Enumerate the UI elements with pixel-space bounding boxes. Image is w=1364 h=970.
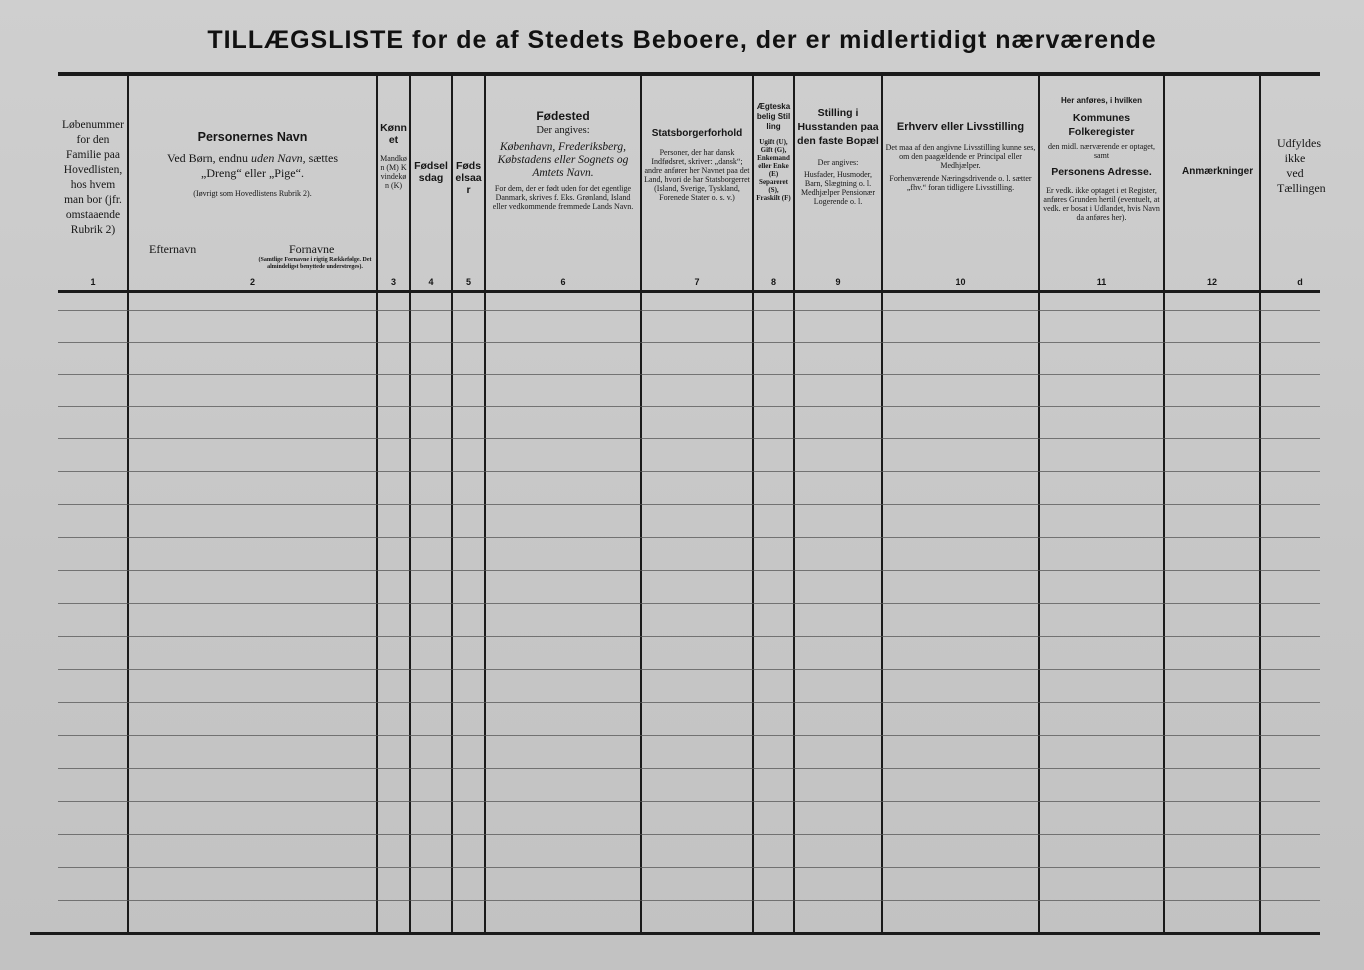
column-12-title: Anmærkninger [1182, 166, 1254, 177]
row-line [58, 867, 1320, 868]
column-d-header [1275, 82, 1326, 276]
column-number: 7 [694, 277, 700, 287]
column-9-body: Husfader, Husmoder, Barn, Slægtning o. l. Medhjælper Pensionær Logerende o. l. [801, 170, 875, 206]
row-line [58, 310, 1320, 311]
column-d-text: Udfyldes ikke ved Tællingen [1277, 136, 1326, 195]
row-line [58, 735, 1320, 736]
row-line [58, 801, 1320, 802]
column-8-header [754, 82, 793, 276]
column-number: 9 [835, 277, 841, 287]
column-6-body: For dem, der er født uden for det egentlige Danmark, skrives f. Eks. Grønland, Island eller vedkommende fremmede Lands Navn. [492, 184, 634, 211]
bottom-rule [30, 932, 1320, 935]
row-line [58, 900, 1320, 901]
column-10-body: Det maa af den angivne Livsstilling kunne ses, om den paagældende er Principal eller Medhjælper. [885, 143, 1036, 170]
row-line [58, 702, 1320, 703]
column-number: 12 [1206, 277, 1217, 287]
column-number: 11 [1096, 277, 1107, 287]
column-11-title: Kommunes Folkeregister [1068, 112, 1135, 138]
row-line [58, 504, 1320, 505]
column-2-line1-italic: uden Navn, [251, 151, 306, 165]
column-2-fornavne-note: (Samtlige Fornavne i rigtig Rækkefølge. Det almindeligst benyttede understreges). [258, 257, 372, 270]
column-number: 1 [90, 277, 96, 287]
column-6-italic: København, Frederiksberg, Købstadens eller Sognets og Amtets Navn. [497, 141, 629, 179]
column-2-note: (Iøvrigt som Hovedlistens Rubrik 2). [193, 189, 312, 198]
column-9-sub: Der angives: [817, 158, 859, 167]
column-1-header [59, 82, 127, 276]
column-9-title: Stilling i Husstanden paa den faste Bopæl [797, 107, 879, 147]
column-10-title: Erhverv eller Livsstilling [896, 121, 1025, 133]
column-2-line2: „Dreng“ eller „Pige“. [201, 166, 304, 180]
column-5-header [453, 82, 484, 276]
column-2-line1-end: sættes [308, 151, 338, 165]
column-11-mid: den midl. nærværende er optaget, samt [1047, 142, 1156, 160]
row-line [58, 570, 1320, 571]
top-rule [58, 72, 1320, 76]
column-7-title: Statsborgerforhold [651, 128, 743, 139]
column-1-text: Løbenummer for den Familie paa Hovedlisten, hos hvem man bor (jfr. omstaaende Rubrik 2) [62, 119, 124, 236]
column-3-header [378, 82, 409, 276]
row-line [58, 438, 1320, 439]
column-5-title: Fødselsaar [455, 160, 482, 196]
column-2-title: Personernes Navn [197, 130, 308, 144]
column-number: 3 [390, 277, 396, 287]
form-title: TILLÆGSLISTE for de af Stedets Beboere, der er midlertidigt nærværende [207, 26, 1157, 54]
row-line [58, 374, 1320, 375]
column-number: 8 [770, 277, 776, 287]
column-4-title: Fødselsdag [414, 160, 448, 184]
column-3-title: Kønnet [380, 122, 407, 146]
column-8-title: Ægteskabelig Stilling [756, 102, 791, 131]
column-7-body: Personer, der har dansk Indfødsret, skriver: „dansk“; andre anfører her Navnet paa det Land, hvori de har Statsborgerret (Island, Sverige, Tyskland, Forenede Stater o. s. v.) [644, 148, 750, 202]
column-12-header [1165, 82, 1259, 276]
column-11-body: Er vedk. ikke optaget i et Register, anføres Grunden hertil (eventuelt, at vedk. er bosat i Udlandet, hvis Navn da anføres her). [1043, 186, 1160, 222]
column-number: d [1297, 277, 1303, 287]
row-line [58, 406, 1320, 407]
row-line [58, 603, 1320, 604]
column-11-header [1040, 82, 1163, 276]
column-8-body: Ugift (U), Gift (G), Enkemand eller Enke (E) Separeret (S), Fraskilt (F) [756, 138, 791, 202]
column-2-header [129, 82, 376, 276]
row-line [58, 636, 1320, 637]
column-11-title2: Personens Adresse. [1051, 166, 1152, 178]
column-number: 10 [955, 277, 966, 287]
column-7-header [642, 82, 752, 276]
row-line [58, 834, 1320, 835]
column-2-line1: Ved Børn, endnu [167, 151, 248, 165]
row-line [58, 669, 1320, 670]
row-line [58, 537, 1320, 538]
column-6-sub: Der angives: [536, 125, 590, 136]
column-6-header [486, 82, 640, 276]
column-2-efternavn: Efternavn [149, 242, 197, 256]
column-number: 6 [560, 277, 566, 287]
column-number: 5 [465, 277, 471, 287]
column-number: 2 [249, 277, 255, 287]
column-3-body: Mandkøn (M) Kvindekøn (K) [380, 154, 407, 190]
column-2-fornavne: Fornavne [289, 242, 335, 256]
row-line [58, 768, 1320, 769]
column-4-header [411, 82, 451, 276]
row-line [58, 342, 1320, 343]
row-line [58, 471, 1320, 472]
column-10-header [883, 82, 1038, 276]
column-6-title: Fødested [536, 109, 590, 123]
column-number: 4 [428, 277, 434, 287]
column-10-body2: Forhenværende Næringsdrivende o. l. sætter „fhv.“ foran tidligere Livsstilling. [889, 174, 1032, 192]
column-11-top: Her anføres, i hvilken [1061, 96, 1142, 105]
header-bottom-rule [58, 290, 1320, 293]
column-9-header [795, 82, 881, 276]
